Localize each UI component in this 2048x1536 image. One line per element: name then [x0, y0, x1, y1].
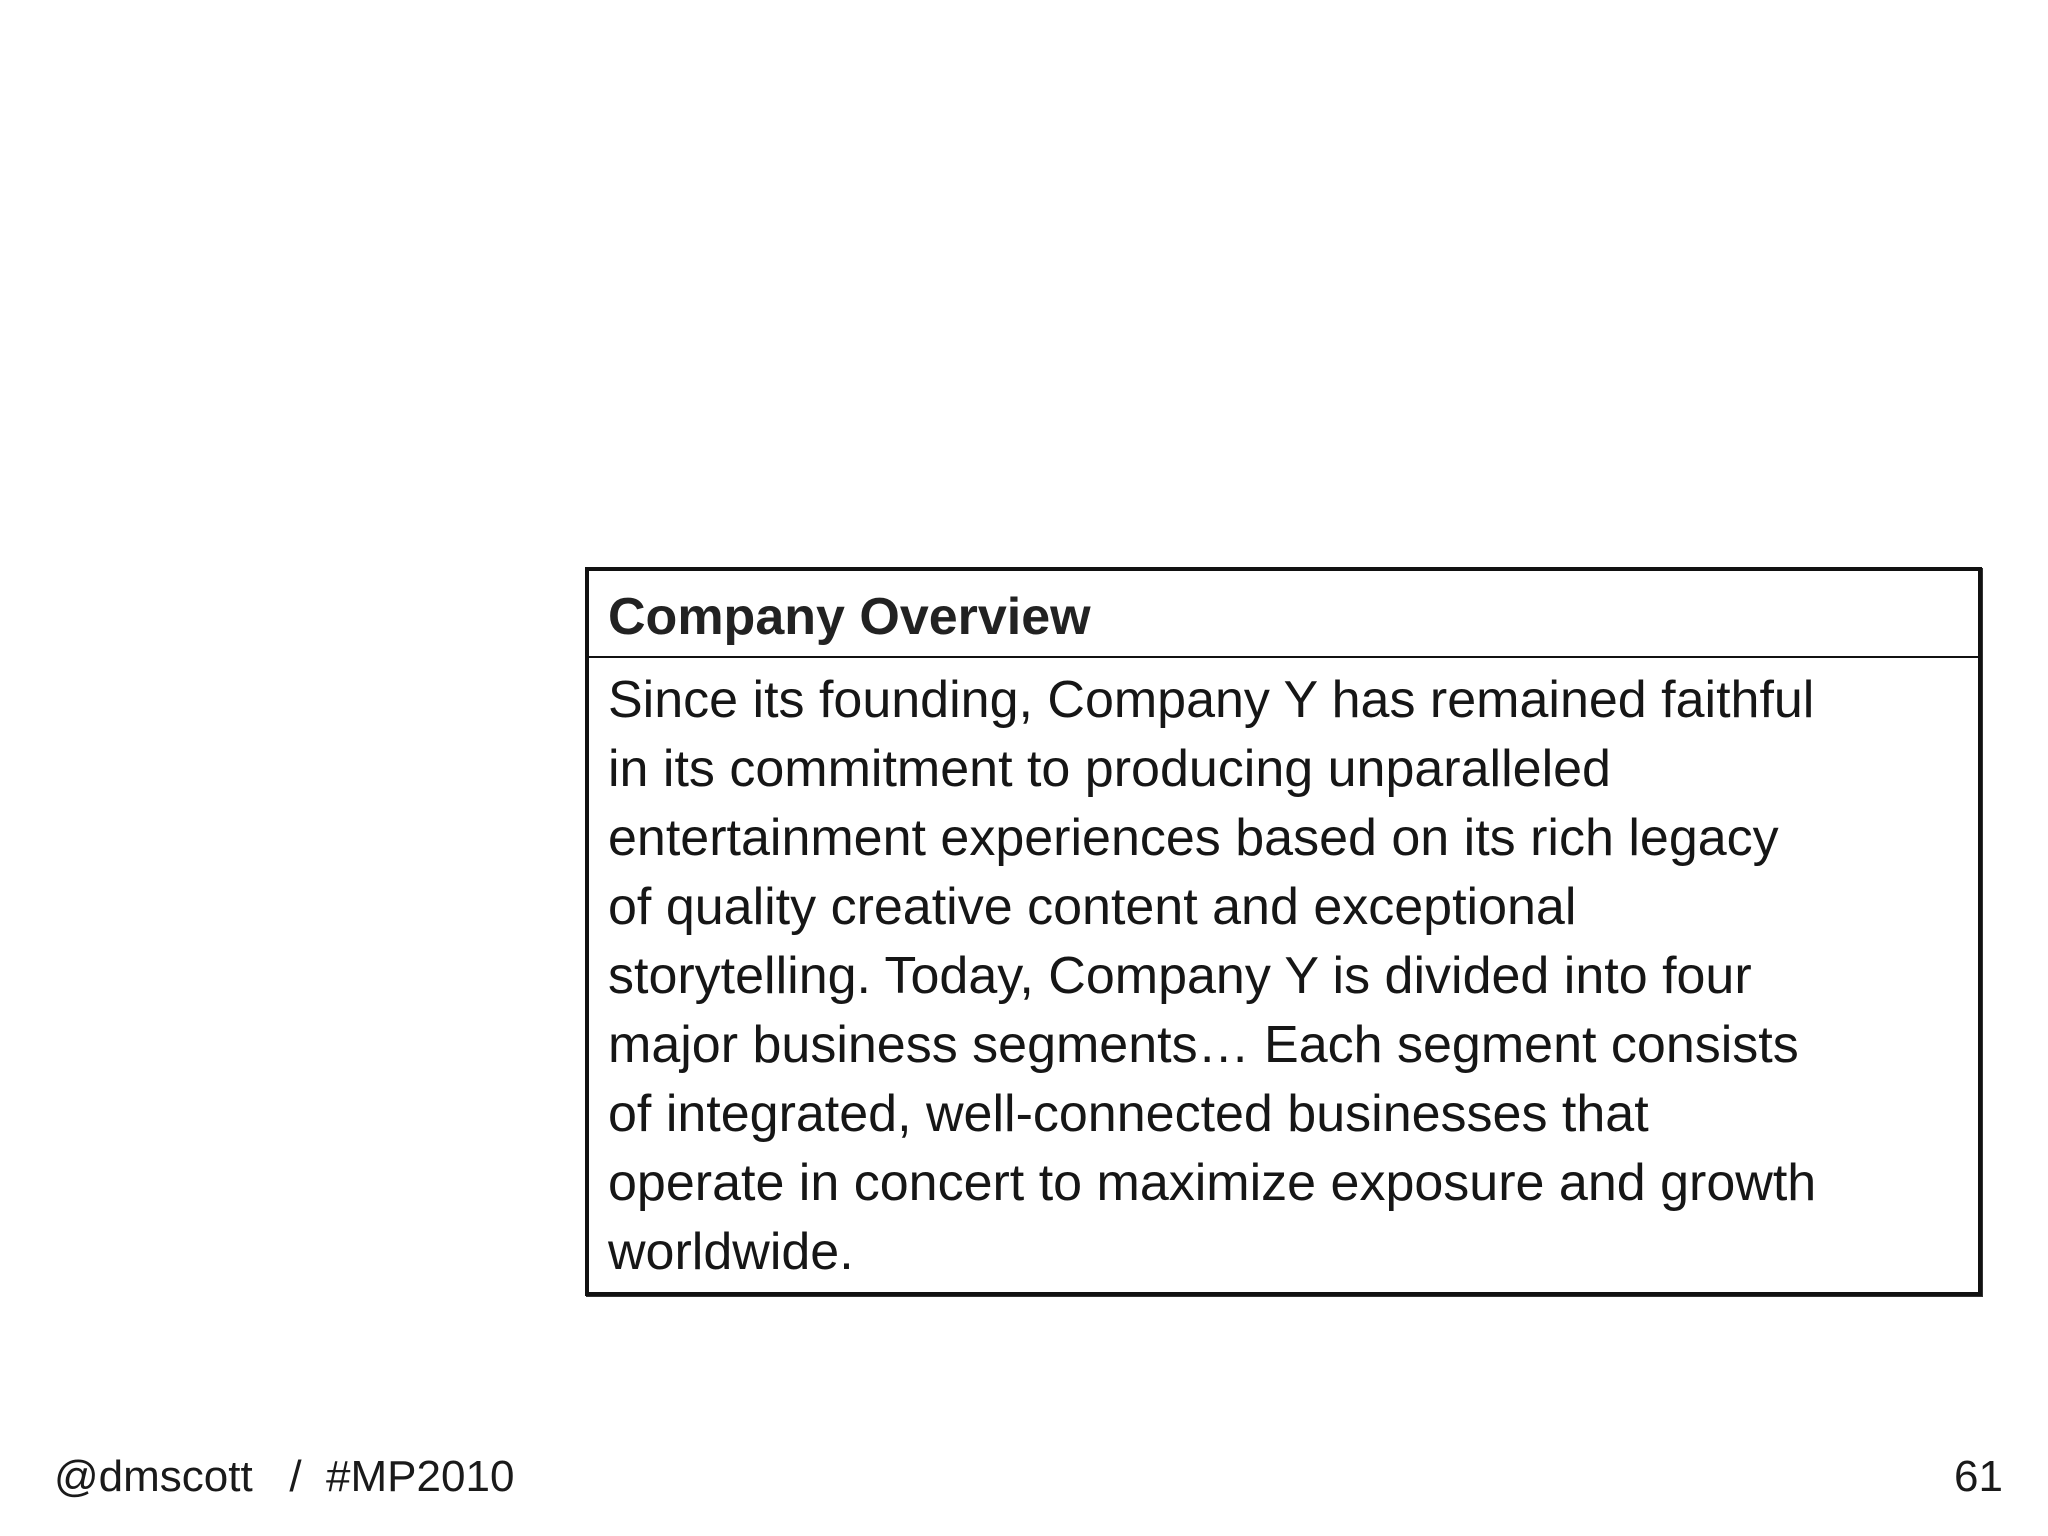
overview-line-8: operate in concert to maximize exposure and growth — [608, 1154, 1817, 1212]
overview-line-4: of quality creative content and exceptional — [608, 878, 1577, 936]
footer-handle: @dmscott / #MP2010 — [54, 1452, 515, 1501]
company-overview-heading: Company Overview — [589, 571, 1978, 658]
overview-line-5: storytelling. Today, Company Y is divided into four — [608, 947, 1752, 1005]
overview-line-9: worldwide. — [608, 1223, 854, 1281]
company-overview-box — [585, 567, 1982, 1296]
overview-line-7: of integrated, well-connected businesses that — [608, 1085, 1649, 1143]
overview-line-6: major business segments… Each segment consists — [608, 1016, 1799, 1074]
overview-line-1: Since its founding, Company Y has remained faithful — [608, 671, 1815, 729]
overview-line-2: in its commitment to producing unparalleled — [608, 740, 1611, 798]
overview-line-3: entertainment experiences based on its rich legacy — [608, 809, 1779, 867]
company-overview-body — [589, 658, 1978, 1287]
page-number: 61 — [1954, 1452, 2003, 1501]
